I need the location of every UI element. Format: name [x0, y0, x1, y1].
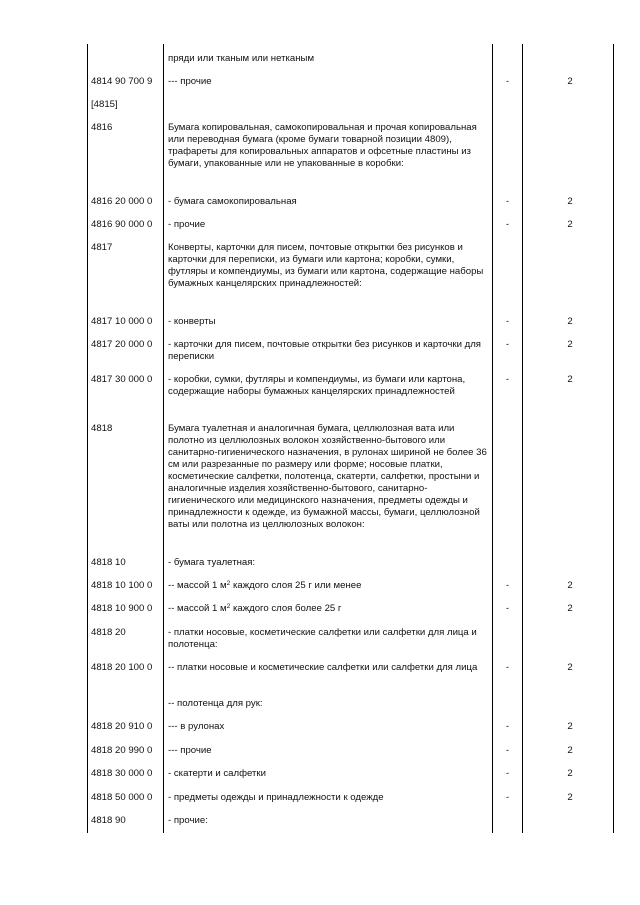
column-divider — [163, 44, 164, 833]
unit-cell: - — [505, 219, 510, 230]
duty-rate: 2 — [567, 196, 573, 207]
unit-cell: - — [505, 196, 510, 207]
tariff-code: 4814 90 700 9 — [91, 76, 153, 87]
unit-cell: - — [505, 792, 510, 803]
goods-description: Конверты, карточки для писем, почтовые открытки без рисунков и карточки для переписки, из бумаги или картона; коробки, сумки, футляры и компендиумы, из бумаги или картона, содержащие наборы бумажных канцелярских принадлежностей: — [168, 242, 484, 289]
goods-description: пряди или тканым или нетканым — [168, 53, 315, 64]
unit-cell: - — [505, 316, 510, 327]
duty-rate: 2 — [567, 603, 573, 614]
duty-rate: 2 — [567, 374, 573, 385]
tariff-code: 4818 — [91, 423, 113, 434]
tariff-code: 4816 20 000 0 — [91, 196, 153, 207]
unit-exponent: 2 — [226, 603, 231, 610]
duty-rate: 2 — [567, 219, 573, 230]
goods-description: - бумага туалетная: — [168, 557, 256, 568]
goods-description: -- полотенца для рук: — [168, 698, 263, 709]
goods-description: - предметы одежды и принадлежности к одежде — [168, 792, 384, 803]
goods-description: - платки носовые, косметические салфетки или салфетки для лица и полотенца: — [168, 627, 477, 650]
unit-cell: - — [505, 662, 510, 673]
column-divider — [613, 44, 614, 833]
column-divider — [87, 44, 88, 833]
tariff-code: 4818 20 100 0 — [91, 662, 153, 673]
unit-cell: - — [505, 339, 510, 350]
unit-cell: - — [505, 76, 510, 87]
unit-cell: - — [505, 580, 510, 591]
duty-rate: 2 — [567, 76, 573, 87]
duty-rate: 2 — [567, 339, 573, 350]
unit-cell: - — [505, 603, 510, 614]
tariff-code: 4818 50 000 0 — [91, 792, 153, 803]
goods-description: --- прочие — [168, 745, 212, 756]
duty-rate: 2 — [567, 792, 573, 803]
goods-description: - прочие — [168, 219, 206, 230]
duty-rate: 2 — [567, 745, 573, 756]
goods-description: - бумага самокопировальная — [168, 196, 297, 207]
tariff-code: 4816 — [91, 122, 113, 133]
tariff-code: 4817 10 000 0 — [91, 316, 153, 327]
tariff-code: 4818 10 100 0 — [91, 580, 153, 591]
duty-rate: 2 — [567, 580, 573, 591]
goods-description: -- массой 1 $м^2$ каждого слоя более 25 г — [168, 603, 342, 614]
tariff-code: [4815] — [91, 99, 118, 110]
goods-description: --- в рулонах — [168, 721, 225, 732]
unit-cell: - — [505, 374, 510, 385]
tariff-code: 4817 — [91, 242, 113, 253]
tariff-code: 4818 20 910 0 — [91, 721, 153, 732]
unit-cell: - — [505, 768, 510, 779]
goods-description: - коробки, сумки, футляры и компендиумы, из бумаги или картона, содержащие наборы бумажных канцелярских принадлежностей — [168, 374, 466, 397]
goods-description: --- прочие — [168, 76, 212, 87]
tariff-code: 4818 90 — [91, 815, 126, 826]
goods-description: Бумага копировальная, самокопировальная и прочая копировальная или переводная бумага (кроме бумаги товарной позиции 4809), трафареты для копировальных аппаратов и офсетные пластины из бумаги, упакованные или не упакованные в коробки: — [168, 122, 477, 169]
duty-rate: 2 — [567, 662, 573, 673]
duty-rate: 2 — [567, 316, 573, 327]
goods-description: - карточки для писем, почтовые открытки без рисунков и карточки для переписки — [168, 339, 482, 362]
column-divider — [492, 44, 493, 833]
duty-rate: 2 — [567, 721, 573, 732]
unit-cell: - — [505, 745, 510, 756]
tariff-code: 4816 90 000 0 — [91, 219, 153, 230]
goods-description: Бумага туалетная и аналогичная бумага, целлюлозная вата или полотно из целлюлозных волокон хозяйственно-бытового или санитарно-гигиенического назначения, в рулонах шириной не более 36 см или разрезанные по размеру или форме; носовые платки, косметические салфетки, полотенца, скатерти, салфетки, простыни и аналогичные изделия хозяйственно-бытового, санитарно-гигиенического или медицинского назначения, предметы одежды и принадлежности к одежде, из бумажной массы, бумаги, целлюлозной ваты или полотна из целлюлозных волокон: — [168, 423, 487, 530]
unit-cell: - — [505, 721, 510, 732]
tariff-code: 4817 20 000 0 — [91, 339, 153, 350]
tariff-code: 4818 20 — [91, 627, 126, 638]
goods-description: - прочие: — [168, 815, 208, 826]
tariff-code: 4818 10 900 0 — [91, 603, 153, 614]
tariff-code: 4818 30 000 0 — [91, 768, 153, 779]
goods-description: -- массой 1 $м^2$ каждого слоя 25 г или менее — [168, 580, 362, 591]
goods-description: - конверты — [168, 316, 216, 327]
tariff-code: 4818 20 990 0 — [91, 745, 153, 756]
duty-rate: 2 — [567, 768, 573, 779]
goods-description: -- платки носовые и косметические салфетки или салфетки для лица — [168, 662, 478, 673]
goods-description: - скатерти и салфетки — [168, 768, 266, 779]
unit-exponent: 2 — [226, 580, 231, 587]
column-divider — [522, 44, 523, 833]
tariff-code: 4818 10 — [91, 557, 126, 568]
tariff-code: 4817 30 000 0 — [91, 374, 153, 385]
